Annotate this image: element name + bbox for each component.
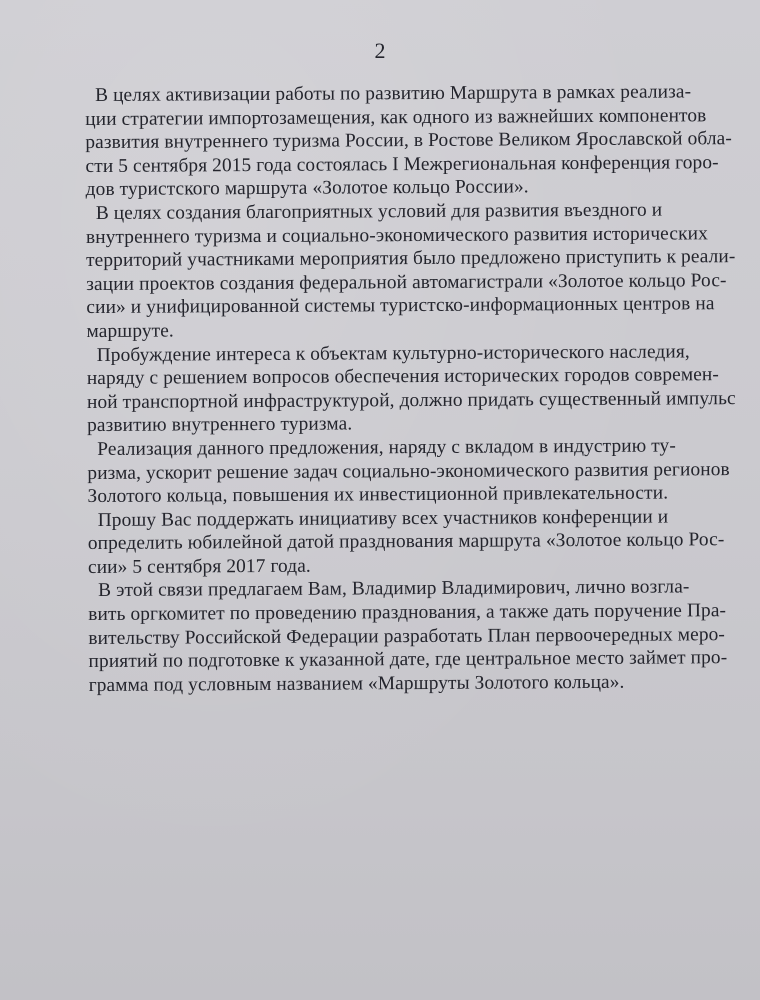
text-line: Золотого кольца, повышения их инвестиционной привлекательности. xyxy=(87,482,669,508)
text-line: зации проектов создания федеральной автомагистрали «Золотое кольцо Рос- xyxy=(86,269,727,295)
text-line: сии» и унифицированной системы туристско-информационных центров на xyxy=(86,293,715,319)
text-line: внутреннего туризма и социально-экономического развития исторических xyxy=(85,222,708,248)
text-line: В целях создания благоприятных условий для развития въездного и xyxy=(95,199,663,224)
paragraph-6 xyxy=(88,576,728,698)
text-line: территорий участниками мероприятия было предложено приступить к реали- xyxy=(86,246,736,272)
paragraph-4 xyxy=(87,434,730,509)
paragraph-3 xyxy=(86,340,736,438)
paragraph-5 xyxy=(87,505,725,580)
text-line: Прошу Вас поддержать инициативу всех участников конференции и xyxy=(97,506,669,531)
text-line: ризма, ускорит решение задач социально-экономического развития регионов xyxy=(87,458,730,484)
text-line: дов туристского маршрута «Золотое кольцо России». xyxy=(85,176,529,201)
paragraph-2 xyxy=(85,198,736,343)
text-line: вить оргкомитет по проведению празднования, а также дать поручение Пра- xyxy=(88,600,727,626)
text-line: В этой связи предлагаем Вам, Владимир Владимирович, лично возгла- xyxy=(98,576,690,602)
text-line: грамма под условным названием «Маршруты Золотого кольца». xyxy=(88,671,625,696)
text-line: В целях активизации работы по развитию Маршрута в рамках реализа- xyxy=(95,81,692,106)
page-number: 2 xyxy=(374,38,386,63)
text-line: сти 5 сентября 2015 года состоялась I Межрегиональная конференция горо- xyxy=(85,151,719,177)
text-line: развития внутреннего туризма России, в Ростове Великом Ярославской обла- xyxy=(85,128,732,154)
text-line: маршруте. xyxy=(86,320,174,342)
text-line: наряду с решением вопросов обеспечения исторических городов современ- xyxy=(86,364,719,390)
text-line: ной транспортной инфраструктурой, должно придать существенный импульс xyxy=(86,387,736,413)
paragraph-1 xyxy=(85,80,732,202)
text-line: ции стратегии импортозамещения, как одного из важнейших компонентов xyxy=(85,104,707,130)
text-line: развитию внутреннего туризма. xyxy=(87,413,353,437)
text-line: Реализация данного предложения, наряду с вкладом в индустрию ту- xyxy=(97,435,676,460)
document-body xyxy=(85,80,736,697)
text-line: определить юбилейной датой празднования маршрута «Золотое кольцо Рос- xyxy=(87,529,725,555)
text-line: приятий по подготовке к указанной дате, где центральное место займет про- xyxy=(88,647,728,673)
text-line: сии» 5 сентября 2017 года. xyxy=(87,555,311,578)
text-line: вительству Российской Федерации разработать План первоочередных меро- xyxy=(88,623,726,649)
text-line: Пробуждение интереса к объектам культурно-исторического наследия, xyxy=(96,340,690,366)
